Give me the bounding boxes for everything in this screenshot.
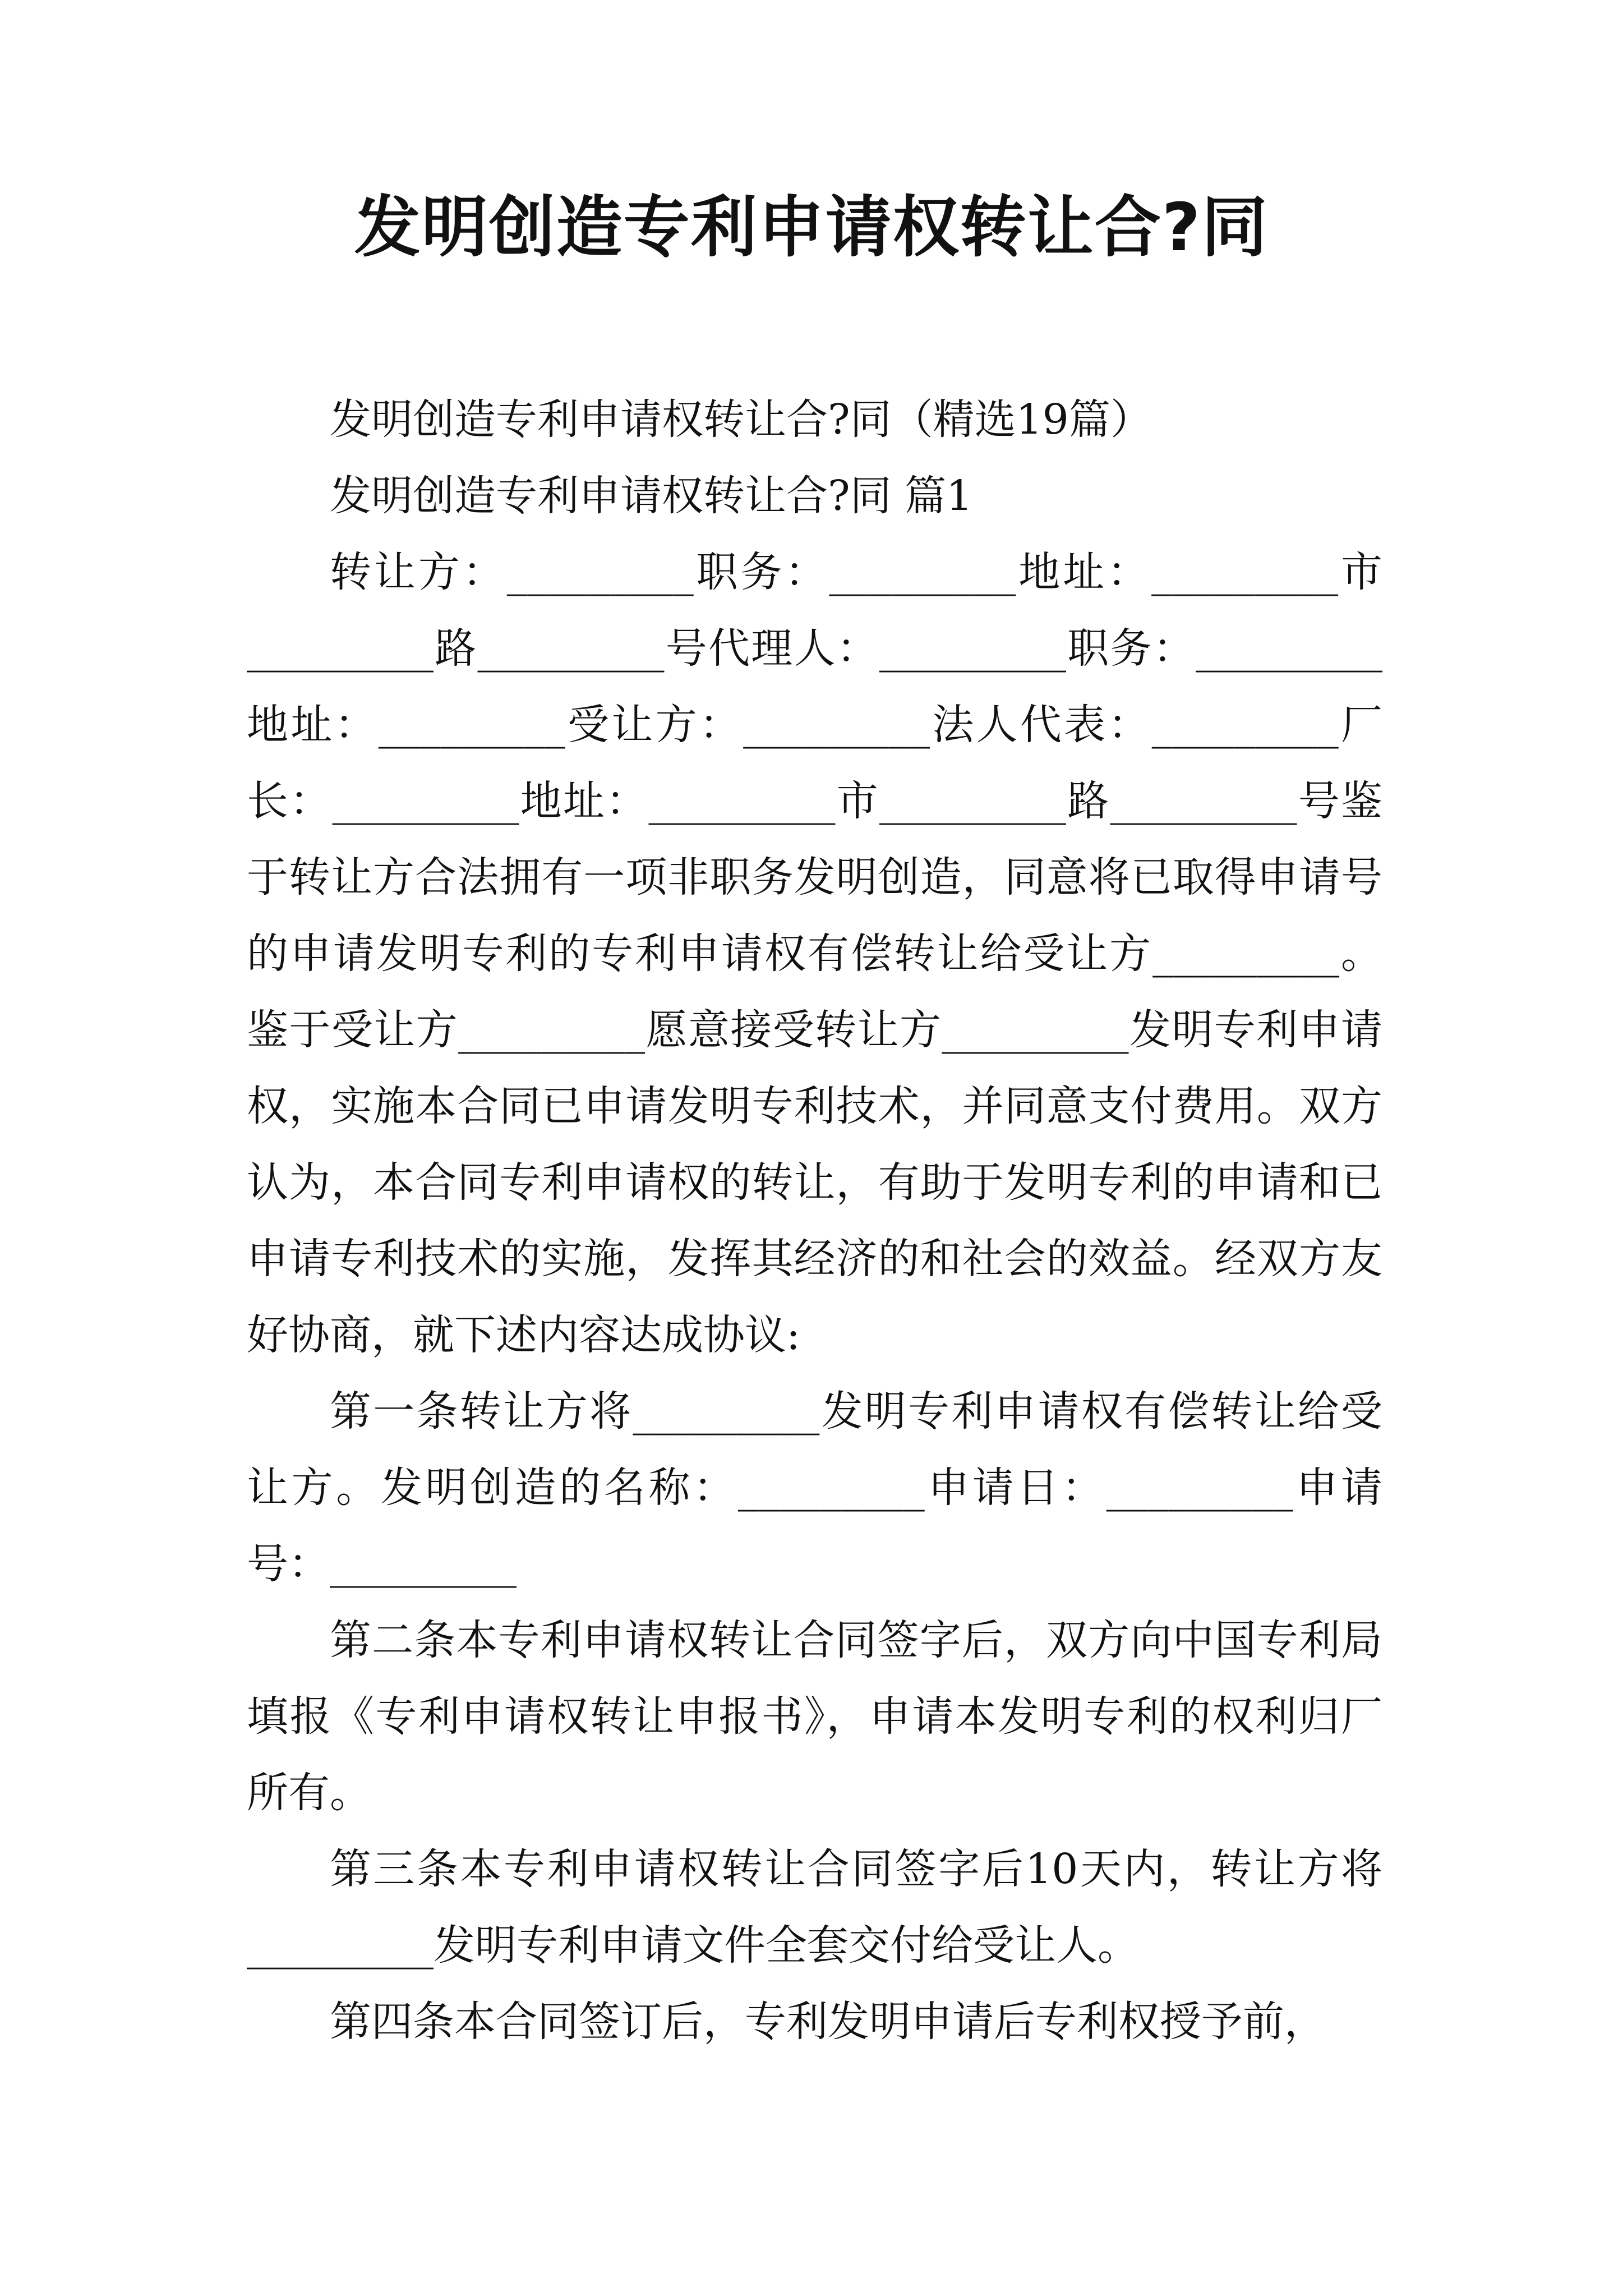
section-heading: 发明创造专利申请权转让合?同 篇1 xyxy=(330,472,973,520)
paragraph-preamble: 转让方：_________职务：_________地址：_________市_________路_________号代理人：_________职务：_________地址：_________受让方：_________法人代表：_________厂长：_________地址：_________市_________路_________号鉴于转让方合法拥有一项非职务发明创造，同意将已取得申请号的申请发明专利的专利申请权有偿转让给受让方_________。鉴于受让方_________愿意接受转让方_________发明专利申请权，实施本合同已申请发明专利技术，并同意支付费用。双方认为，本合同专利申请权的转让，有助于发明专利的申请和已申请专利技术的实施，发挥其经济的和社会的效益。经双方友好协商，就下述内容达成协议: xyxy=(247,548,1382,1359)
document-title: 发明创造专利申请权转让合?同 xyxy=(354,188,1269,266)
document-body xyxy=(247,381,1382,2060)
paragraph-article-3: 第三条本专利申请权转让合同签字后10天内，转让方将_________发明专利申请文件全套交付给受让人。 xyxy=(247,1845,1382,1970)
paragraph-article-4: 第四条本合同签订后，专利发明申请后专利权授予前， xyxy=(330,1998,1326,2046)
paragraph-article-1: 第一条转让方将_________发明专利申请权有偿转让给受让方。发明创造的名称：_________申请日：_________申请号：_________ xyxy=(247,1387,1382,1588)
document-subtitle: 发明创造专利申请权转让合?同（精选19篇） xyxy=(330,395,1152,444)
paragraph-article-2: 第二条本专利申请权转让合同签字后，双方向中国专利局填报《专利申请权转让申报书》，申请本发明专利的权利归厂所有。 xyxy=(247,1616,1382,1817)
